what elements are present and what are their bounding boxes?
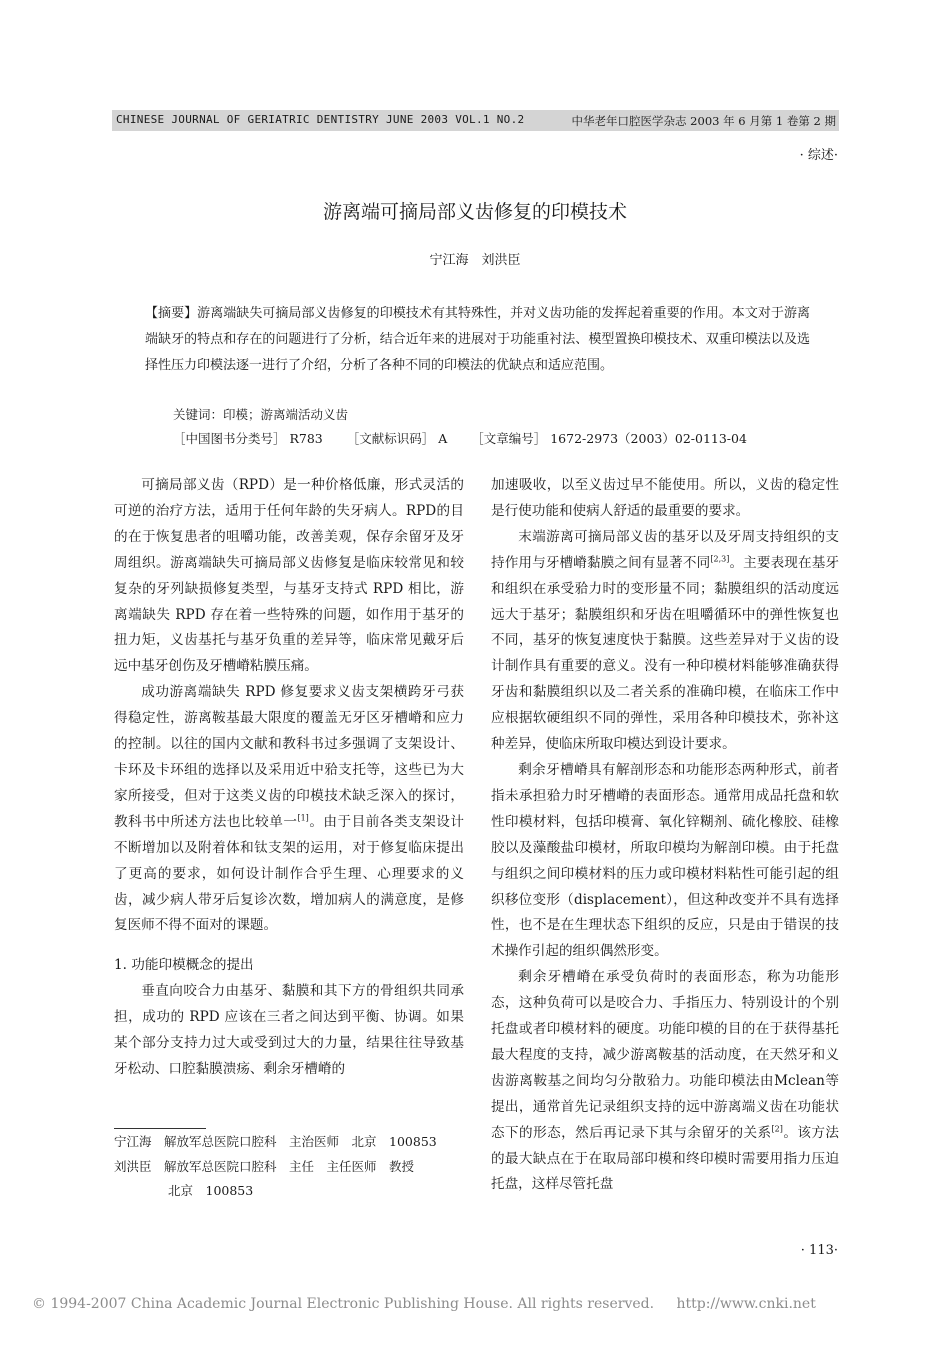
citation: [1]	[297, 813, 309, 823]
text-run: 力时的变形量不同；黏膜组织的活动度远远大于基牙；黏膜组织和牙齿在咀嚼循环中的弹性恢复也不同，基牙的恢复速度快于黏膜。这些差异对于义齿的设计制作具有重要的意义。没有一种印模材料能够准确获得牙齿和黏膜组织以及二者关系的准确印模，在临床工作中应根据软硬组织不同的弹性，采用各种印模技术，弥补这种差异，使临床所取印模达到设计要求。	[491, 580, 840, 753]
journal-name-chinese: 中华老年口腔医学杂志 2003 年 6 月第 1 卷第 2 期	[571, 114, 836, 128]
page-number: · 113·	[800, 1243, 838, 1258]
paragraph: 加速吸收，以至义齿过早不能使用。所以，义齿的稳定性是行使功能和使病人舒适的最重要的要求。	[491, 477, 839, 519]
occlusal-glyph: 𬌗	[574, 580, 589, 597]
body-column-right	[491, 473, 839, 1198]
text-run: 力时牙槽嵴的表面形态。通常用成品托盘和软性印模材料，包括印模膏、氧化锌糊剂、硫化橡胶、硅橡胶以及藻酸盐印模材，所取印模均为解剖印模。由于托盘与组织之间印模材料的压力或印模材料粘性可能引起的组织移位变形（displacement），但这种改变并不具有选择性，也不是在生理状态下组织的反应，只是由于错误的技术操作引起的组织偶然形变。	[491, 787, 840, 960]
abstract: 【摘要】游离端缺失可摘局部义齿修复的印模技术有其特殊性，并对义齿功能的发挥起着重要的作用。本文对于游离端缺牙的特点和存在的问题进行了分析，结合近年来的进展对于功能重衬法、模型置换印模技术、双重印模法以及选择性压力印模法逐一进行了介绍，分析了各种不同的印模法的优缺点和适应范围。	[145, 306, 810, 373]
paragraph	[114, 680, 464, 939]
running-header	[112, 110, 839, 131]
text-run: 成功游离端缺失 RPD 修复要求义齿支架横跨牙弓获得稳定性，游离鞍基最大限度的覆盖无牙区牙槽嵴和应力的控制。以往的国内文献和教科书过多强调了支架设计、卡环及卡环组的选择以及采用近中	[114, 684, 464, 778]
paragraph	[491, 758, 839, 965]
copyright-notice	[32, 1296, 816, 1312]
text-run: 力。功能印模法由Mclean等提出，通常首先记录组织支持的远中游离端义齿在功能状态下的形态，然后再记录下其与余留牙的关系	[491, 1072, 839, 1141]
cnki-link[interactable]: http://www.cnki.net	[676, 1296, 816, 1312]
paragraph	[491, 525, 839, 758]
footnote-line: 刘洪臣 解放军总医院口腔科 主任 主任医师 教授	[114, 1158, 415, 1174]
footnote-line: 宁江海 解放军总医院口腔科 主治医师 北京 100853	[114, 1134, 437, 1149]
article-number: ［文章编号］ 1672-2973（2003）02-0113-04	[471, 431, 747, 446]
article-authors: 宁江海 刘洪臣	[429, 253, 521, 268]
section-heading: 1. 功能印模概念的提出	[114, 957, 254, 974]
text-run: 。由于目前各类支架设计不断增加以及附着体和钛支架的运用，对于修复临床提出了更高的要求，如何设计制作合乎生理、心理要求的义齿，减少病人带牙后复诊次数，增加病人的满意度，是修复医师不得不面对的课题。	[114, 813, 465, 934]
text-run: 支托等，这些已为大家所接受，但对于这类义齿的印模技术缺乏深入的探讨，教科书中所述方法也比较单一	[114, 761, 465, 830]
text-run: 剩余牙槽嵴在承受负荷时的表面形态，称为功能形态，这种负荷可以是咬合力、手指压力、特别设计的个别托盘或者印模材料的硬度。功能印模的目的在于获得基托最大程度的支持，减少游离鞍基的活动度，在天然牙和义齿游离鞍基之间均匀分散	[491, 969, 839, 1089]
document-code: ［文献标识码］ A	[346, 431, 448, 446]
clc-number: ［中国图书分类号］ R783	[173, 431, 323, 446]
article-title: 游离端可摘局部义齿修复的印模技术	[322, 201, 627, 223]
occlusal-glyph: 𬌗	[546, 787, 561, 804]
classification-line	[173, 427, 767, 451]
journal-name-english: CHINESE JOURNAL OF GERIATRIC DENTISTRY JUNE 2003 VOL.1 NO.2	[116, 113, 525, 126]
section-tag: · 综述·	[799, 148, 838, 163]
keywords: 关键词：印模；游离端活动义齿	[173, 407, 349, 422]
occlusal-glyph: 𬌗	[324, 761, 339, 778]
footnote-line: 北京 100853	[168, 1183, 254, 1198]
citation: [2]	[771, 1124, 783, 1134]
footnote-divider	[114, 1128, 206, 1129]
citation: [2,3]	[710, 554, 730, 564]
paragraph: 垂直向咬合力由基牙、黏膜和其下方的骨组织共同承担，成功的 RPD 应该在三者之间达到平衡、协调。如果某个部分支持力过大或受到过大的力量，结果往往导致基牙松动、口腔黏膜溃疡、剩余牙槽嵴的	[114, 983, 464, 1077]
copyright-text: © 1994-2007 China Academic Journal Electronic Publishing House. All rights reserved.	[32, 1296, 655, 1312]
text-run: 。该方法的最大缺点在于在取局部印模和终印模时需要用指力压迫托盘，这样尽管托盘	[491, 1124, 839, 1193]
occlusal-glyph: 𬌗	[646, 1072, 661, 1089]
author-footnotes	[114, 1130, 474, 1204]
paragraph	[491, 965, 839, 1198]
text-run: 末端游离可摘局部义齿的基牙以及牙周支持组织的支持作用与牙槽嵴黏膜之间有显著不同	[491, 528, 839, 571]
body-column-left	[114, 473, 464, 1083]
text-run: 剩余牙槽嵴具有解剖形态和功能形态两种形式，前者指未承担	[491, 761, 839, 804]
paragraph: 可摘局部义齿（RPD）是一种价格低廉，形式灵活的可逆的治疗方法，适用于任何年龄的失牙病人。RPD的目的在于恢复患者的咀嚼功能，改善美观，保存余留牙及牙周组织。游离端缺失可摘局部义齿修复是临床较常见和较复杂的牙列缺损修复类型，与基牙支持式 RPD 相比，游离端缺失 RPD 存在着一些特殊的问题，如作用于基牙的扭力矩，义齿基托与基牙负重的差异等，临床常见戴牙后远中基牙创伤及牙槽嵴粘膜压痛。	[114, 477, 464, 675]
text-run: 。主要表现在基牙和组织在承受	[491, 554, 840, 597]
